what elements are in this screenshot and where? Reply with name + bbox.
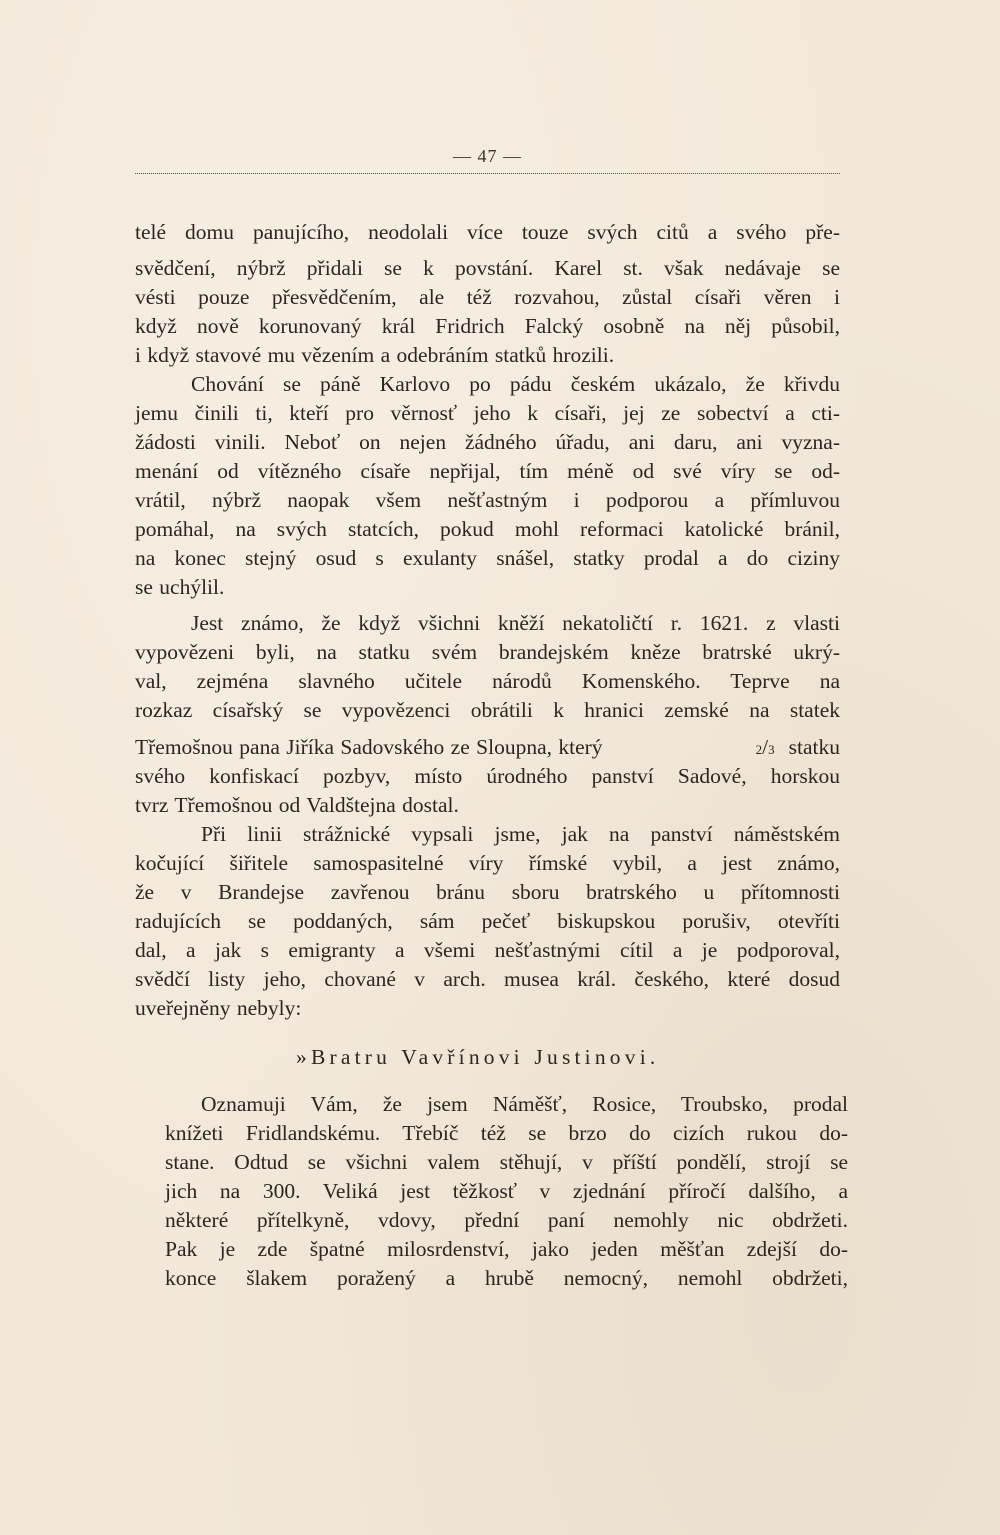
- text-line: pomáhal, na svých statcích, pokud mohl reformaci katolické bránil,: [135, 517, 840, 541]
- text-line: jemu činili ti, kteří pro věrnosť jeho k císaři, jej ze sobectví a cti-: [135, 401, 840, 425]
- text-line: tvrz Třemošnou od Valdštejna dostal.: [135, 793, 459, 817]
- text-line: vrátil, nýbrž naopak všem nešťastným i podporou a přímluvou: [135, 488, 840, 512]
- fraction-slash: /: [762, 735, 769, 759]
- text-line: knížeti Fridlandskému. Třebíč též se brzo do cizích rukou do-: [165, 1121, 848, 1145]
- text-segment: Třemošnou pana Jiříka Sadovského ze Sloupna, který: [135, 735, 603, 759]
- text-line: i když stavové mu vězením a odebráním statků hrozili.: [135, 343, 615, 367]
- text-line: radujících se poddaných, sám pečeť biskupskou porušiv, otevříti: [135, 909, 840, 933]
- text-line: vésti pouze přesvědčením, ale též rozvahou, zůstal císaři věren i: [135, 285, 840, 309]
- text-line: menání od vítězného císaře nepřijal, tím méně od své víry se od-: [135, 459, 840, 483]
- text-line: že v Brandejse zavřenou bránu sboru bratrského u přítomnosti: [135, 880, 840, 904]
- header-dotted-rule: [135, 173, 840, 174]
- text-line: stane. Odtud se všichni valem stěhují, v příští pondělí, strojí se: [165, 1150, 848, 1174]
- letter-heading: »Bratru Vavřínovi Justinovi.: [296, 1045, 660, 1069]
- text-line: Při linii strážnické vypsali jsme, jak na panství náměstském: [201, 822, 840, 846]
- text-line: telé domu panujícího, neodolali více touze svých citů a svého pře-: [135, 220, 840, 244]
- text-line: svého konfiskací pozbyv, místo úrodného panství Sadové, horskou: [135, 764, 840, 788]
- text-line: když nově korunovaný král Fridrich Falcký osobně na něj působil,: [135, 314, 840, 338]
- text-line: Pak je zde špatné milosrdenství, jako jeden měšťan zdejší do-: [165, 1237, 848, 1261]
- text-line: vypovězeni byli, na statku svém brandejském kněze bratrské ukrý-: [135, 640, 840, 664]
- text-line: [135, 734, 840, 760]
- text-line: uveřejněny nebyly:: [135, 996, 302, 1020]
- text-line: val, zejména slavného učitele národů Komenského. Teprve na: [135, 669, 840, 693]
- text-line: na konec stejný osud s exulanty snášel, statky prodal a do ciziny: [135, 546, 840, 570]
- fraction: 2 / 3 statku: [755, 735, 840, 759]
- text-line: Jest známo, že když všichni kněží nekatoličtí r. 1621. z vlasti: [191, 611, 840, 635]
- text-segment: statku: [788, 735, 840, 759]
- text-line: žádosti vinili. Neboť on nejen žádného úřadu, ani daru, ani vyzna-: [135, 430, 840, 454]
- text-line: rozkaz císařský se vypovězenci obrátili k hranici zemské na statek: [135, 698, 840, 722]
- text-line: dal, a jak s emigranty a všemi nešťastnými cítil a je podporoval,: [135, 938, 840, 962]
- text-line: konce šlakem poražený a hrubě nemocný, nemohl obdržeti,: [165, 1266, 848, 1290]
- text-line: některé přítelkyně, vdovy, přední paní nemohly nic obdržeti.: [165, 1208, 848, 1232]
- text-line: Chování se páně Karlovo po pádu českém ukázalo, že křivdu: [191, 372, 840, 396]
- page-number: — 47 —: [453, 146, 522, 166]
- text-line: svědčení, nýbrž přidali se k povstání. Karel st. však nedávaje se: [135, 256, 840, 280]
- text-line: se uchýlil.: [135, 575, 225, 599]
- text-line: kočující šiřitele samospasitelné víry římské vybil, a jest známo,: [135, 851, 840, 875]
- text-line: svědčí listy jeho, chované v arch. musea král. českého, které dosud: [135, 967, 840, 991]
- text-line: jich na 300. Veliká jest těžkosť v zjednání příročí dalšího, a: [165, 1179, 848, 1203]
- text-line: Oznamuji Vám, že jsem Náměšť, Rosice, Troubsko, prodal: [201, 1092, 848, 1116]
